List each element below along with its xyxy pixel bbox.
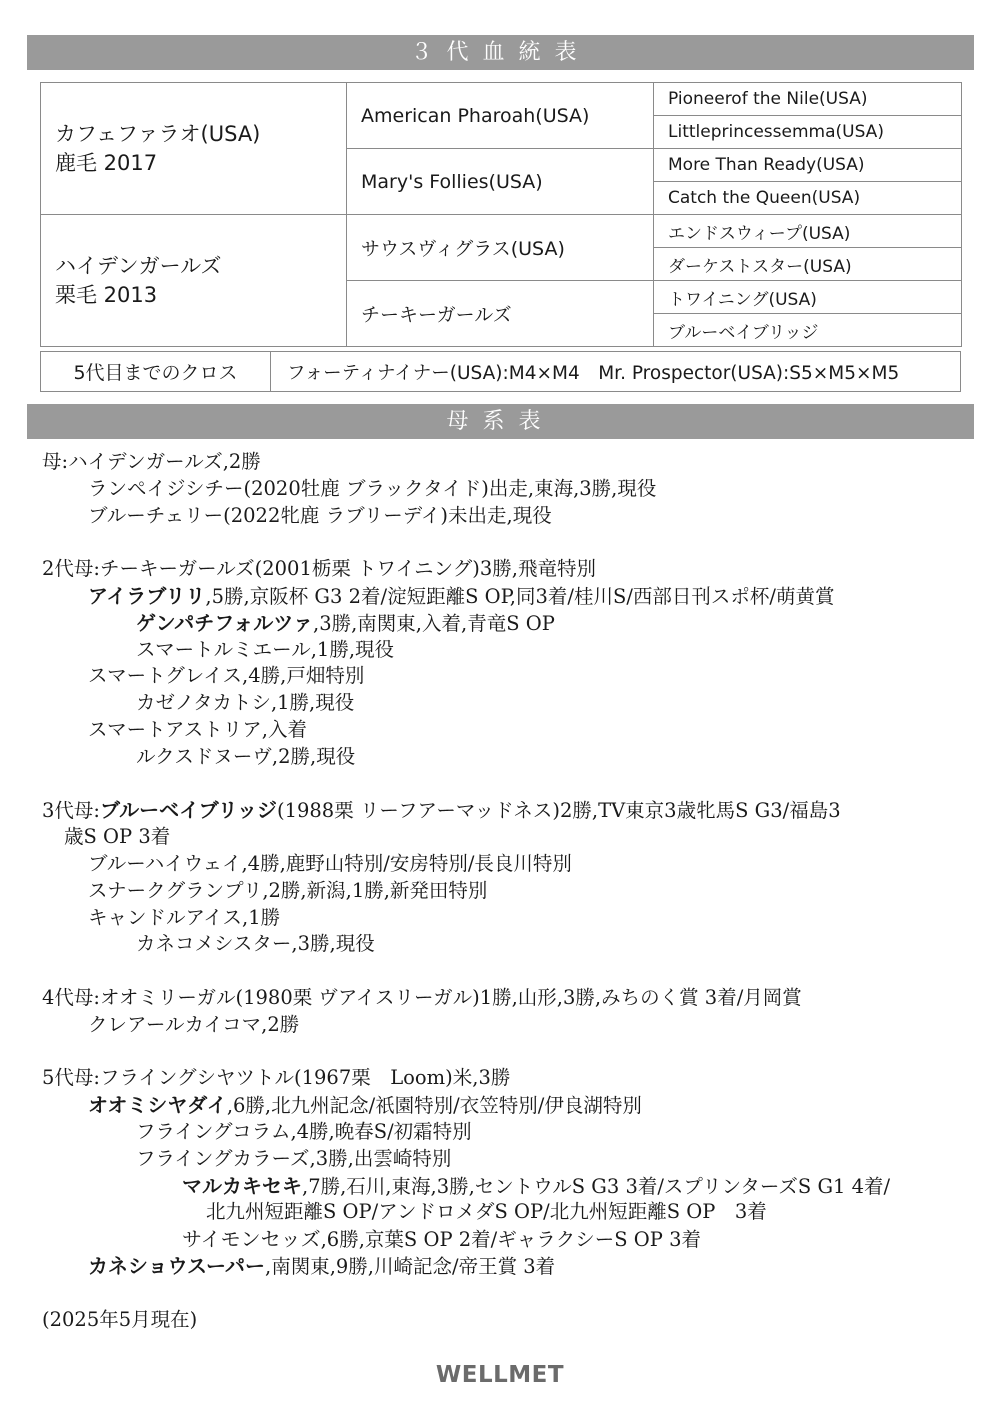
horse-name-bold: アイラブリリ (88, 583, 206, 608)
family-line: 母:ハイデンガールズ,2勝 (42, 450, 261, 473)
horse-name-bold: オオミシヤダイ (88, 1093, 227, 1118)
family-line: カゼノタカトシ,1勝,現役 (136, 691, 355, 715)
family-line: 北九州短距離S OP/アンドロメダS OP/北九州短距離S OP 3着 (206, 1200, 767, 1224)
cross-label: 5代目までのクロス (41, 352, 271, 392)
family-line: クレアールカイコマ,2勝 (88, 1012, 300, 1036)
family-line: スマートアストリア,入着 (88, 717, 307, 741)
cross-value: フォーティナイナー(USA):M4×M4 Mr. Prospector(USA):S5×M5×M5 (271, 352, 961, 392)
family-line: キャンドルアイス,1勝 (88, 905, 281, 929)
family-line: 3代母:ブルーベイブリッジ(1988栗 リーフアーマッドネス)2勝,TV東京3歳牝馬S G3/福島3 (42, 798, 841, 823)
horse-name-bold: ブルーベイブリッジ (99, 798, 277, 823)
horse-name-bold: マルカキセキ (182, 1173, 302, 1198)
family-header: 母系表 (27, 404, 974, 439)
family-line: ルクスドヌーヴ,2勝,現役 (136, 744, 356, 768)
family-line: ゲンパチフォルツァ,3勝,南関東,入着,青竜S OP (136, 610, 555, 635)
family-line: 2代母:チーキーガールズ(2001栃栗 トワイニング)3勝,飛竜特別 (42, 557, 597, 581)
family-line: サイモンセッズ,6勝,京葉S OP 2着/ギャラクシーS OP 3着 (182, 1227, 702, 1252)
family-line: カネショウスーパー,南関東,9勝,川崎記念/帝王賞 3着 (88, 1253, 556, 1278)
family-line: ランペイジシチー(2020牡鹿 ブラックタイド)出走,東海,3勝,現役 (88, 476, 657, 500)
family-line: スマートルミエール,1勝,現役 (136, 637, 395, 661)
dam-sire-dam: ダーケストスター(USA) (654, 248, 962, 281)
dam-dam-sire: トワイニング(USA) (654, 281, 962, 314)
as-of-note: (2025年5月現在) (42, 1307, 198, 1331)
family-line: スナークグランプリ,2勝,新潟,1勝,新発田特別 (88, 878, 488, 902)
dam-info: 栗毛 2013 (55, 282, 158, 307)
family-line: オオミシヤダイ,6勝,北九州記念/祇園特別/衣笠特別/伊良湖特別 (88, 1093, 642, 1118)
dam-sire: サウスヴィグラス(USA) (347, 215, 654, 281)
sire-sire: American Pharoah(USA) (347, 83, 654, 149)
dam-name: ハイデンガールズ (55, 253, 222, 278)
pedigree-table (40, 82, 962, 347)
horse-name: サイモンセッズ (182, 1227, 321, 1252)
family-line: マルカキセキ,7勝,石川,東海,3勝,セントウルS G3 3着/スプリンターズS G1 4着/ (182, 1173, 891, 1198)
pedigree-header: ３代血統表 (27, 35, 974, 70)
family-line: アイラブリリ,5勝,京阪杯 G3 2着/淀短距離S OP,同3着/桂川S/西部日刊スポ杯/萌黄賞 (88, 583, 835, 608)
sire-dam: Mary's Follies(USA) (347, 149, 654, 215)
sire-sire-dam: Littleprincessemma(USA) (654, 116, 962, 149)
wellmet-logo: WELLMET (435, 1362, 565, 1388)
family-list (42, 449, 972, 1333)
dam-dam: チーキーガールズ (347, 281, 654, 347)
horse-name-bold: カネショウスーパー (88, 1253, 265, 1278)
family-line: 5代母:フライングシヤツトル(1967栗 Loom)米,3勝 (42, 1066, 511, 1090)
horse-name-bold: ゲンパチフォルツァ (136, 610, 313, 635)
family-line: フライングカラーズ,3勝,出雲崎特別 (136, 1146, 452, 1170)
sire-name: カフェファラオ(USA) (55, 121, 261, 146)
family-line: スマートグレイス,4勝,戸畑特別 (88, 664, 365, 688)
sire-sire-sire: Pioneerof the Nile(USA) (654, 83, 962, 116)
family-line: 歳S OP 3着 (64, 825, 171, 849)
dam-cell (41, 215, 347, 347)
sire-dam-sire: More Than Ready(USA) (654, 149, 962, 182)
dam-dam-dam: ブルーベイブリッジ (654, 314, 962, 347)
family-line: 4代母:オオミリーガル(1980栗 ヴアイスリーガル)1勝,山形,3勝,みちのく賞 3着/月岡賞 (42, 985, 802, 1009)
sire-cell (41, 83, 347, 215)
sire-dam-dam: Catch the Queen(USA) (654, 182, 962, 215)
dam-sire-sire: エンドスウィープ(USA) (654, 215, 962, 248)
family-line: フライングコラム,4勝,晩春S/初霜特別 (136, 1119, 472, 1143)
cross-table (40, 351, 961, 392)
family-line: ブルーチェリー(2022牝鹿 ラブリーデイ)未出走,現役 (88, 503, 552, 527)
family-line: ブルーハイウェイ,4勝,鹿野山特別/安房特別/長良川特別 (88, 851, 572, 875)
sire-info: 鹿毛 2017 (55, 150, 158, 175)
family-line: カネコメシスター,3勝,現役 (136, 932, 375, 956)
